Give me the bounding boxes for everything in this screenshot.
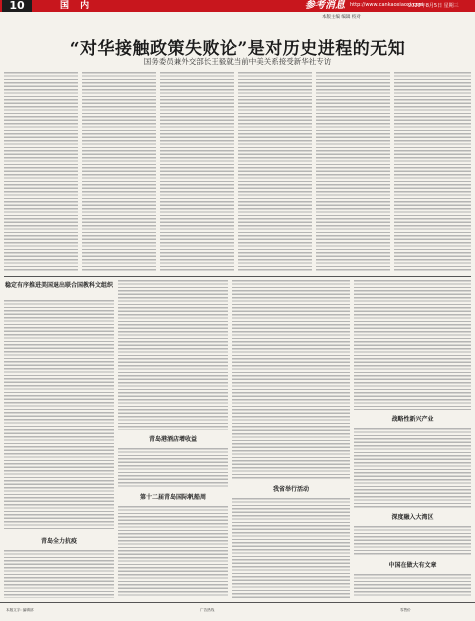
article-headline: 战略性新兴产业 <box>391 416 434 423</box>
article-body <box>118 280 228 430</box>
page-number: 10 <box>2 0 32 12</box>
article-body <box>232 498 350 598</box>
article-body <box>4 300 114 530</box>
publication-date: 2020年8月5日 星期三 <box>408 3 459 9</box>
lead-article-col-6 <box>394 72 471 272</box>
footer-left: 本版文字: 编辑部 <box>6 608 34 612</box>
article-body <box>354 574 471 598</box>
section-title: 国 内 <box>60 1 94 11</box>
newspaper-logo: 参考消息 <box>305 0 345 11</box>
article-headline: 第十二届青岛国际帆船周 <box>139 494 206 501</box>
lead-article-col-2 <box>82 72 156 272</box>
footer-right: 零售价 <box>400 608 411 612</box>
article-headline: 我省举行活动 <box>272 486 309 493</box>
article-headline: 青岛全力抗疫 <box>40 538 77 545</box>
website-url[interactable]: http://www.cankaoxiaoxi.com <box>350 2 424 8</box>
lead-article-col-5 <box>316 72 390 272</box>
page-footer <box>0 602 475 621</box>
article-body <box>118 448 228 488</box>
article-headline: 深度融入大湾区 <box>391 514 434 521</box>
editor-credits: 本版主编 编辑 校对 <box>322 15 361 20</box>
article-headline: 稳定有序推进美国退出联合国教科文组织 <box>4 282 113 289</box>
article-body <box>118 506 228 598</box>
article-body <box>354 280 471 410</box>
article-headline: 中国在做大有文章 <box>388 562 437 569</box>
article-body <box>232 280 350 480</box>
sub-headline: 国务委员兼外交部长王毅就当前中美关系接受新华社专访 <box>143 57 332 66</box>
section-divider <box>4 276 471 277</box>
article-body <box>4 550 114 598</box>
article-headline: 青岛港酒店增收益 <box>148 436 197 443</box>
lead-article-col-4 <box>238 72 312 272</box>
lead-article-col-1 <box>4 72 78 272</box>
article-body <box>354 526 471 556</box>
article-body <box>354 428 471 508</box>
footer-mid: 广告热线 <box>200 608 215 612</box>
main-headline: “对华接触政策失败论”是对历史进程的无知 <box>69 39 406 59</box>
lead-article-col-3 <box>160 72 234 272</box>
